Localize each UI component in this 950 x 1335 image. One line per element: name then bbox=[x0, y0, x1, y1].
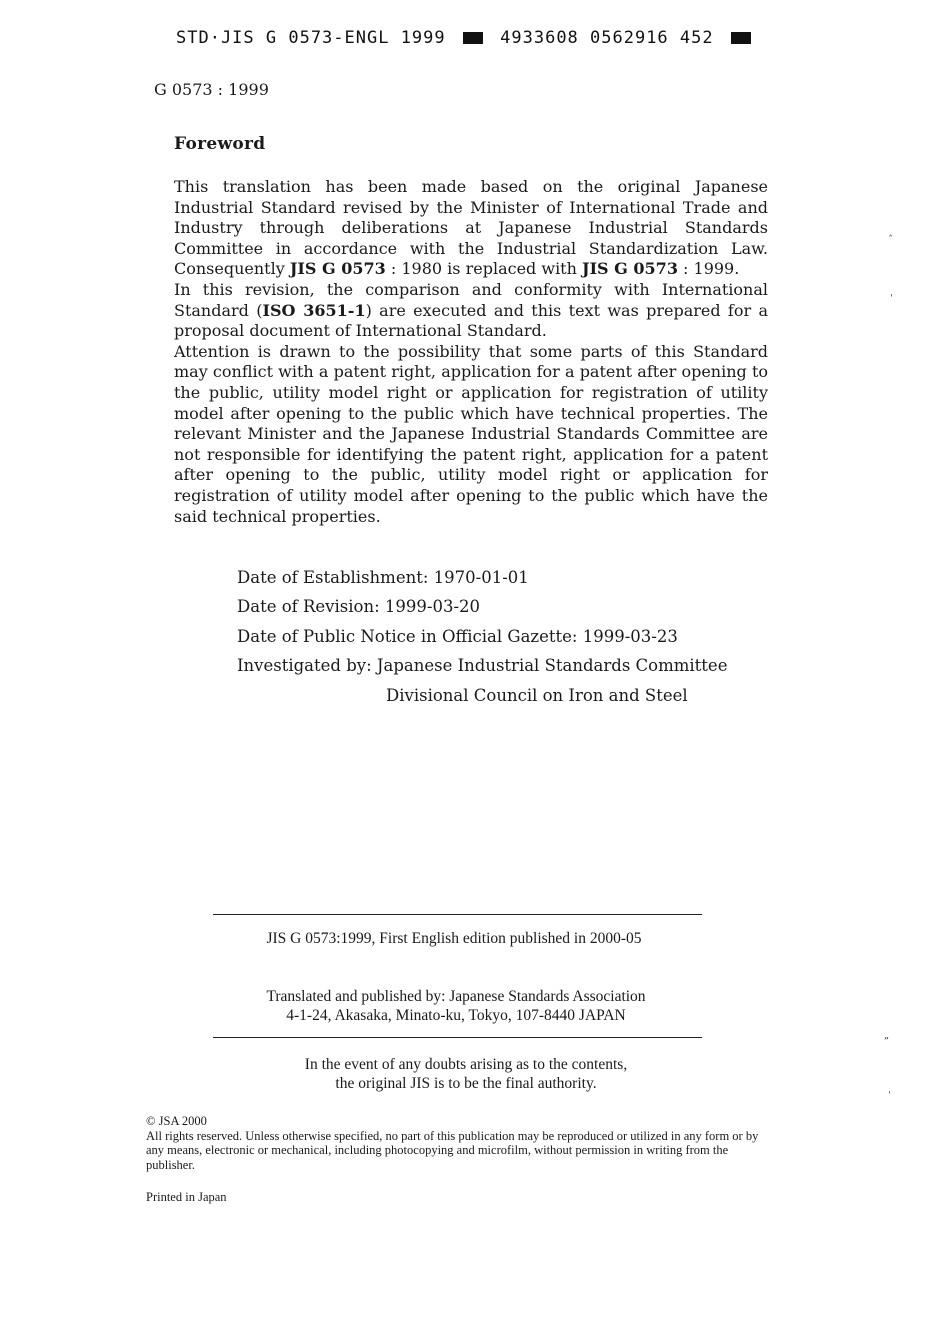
document-number: G 0573 : 1999 bbox=[154, 80, 269, 99]
printed-in: Printed in Japan bbox=[146, 1190, 227, 1204]
copyright-block bbox=[146, 1114, 762, 1173]
footer-top-rule bbox=[213, 914, 702, 915]
edition-line: JIS G 0573:1999, First English edition published in 2000-05 bbox=[266, 930, 642, 947]
scan-speck-mark: ‸ bbox=[889, 226, 893, 237]
scan-speck-mark: „ bbox=[884, 1030, 890, 1041]
investigated-by bbox=[237, 651, 727, 680]
stamp-right: 4933608 0562916 452 bbox=[500, 28, 714, 48]
dates-block bbox=[237, 563, 727, 710]
foreword-heading: Foreword bbox=[174, 134, 266, 154]
date-of-revision: Date of Revision: 1999-03-20 bbox=[237, 597, 481, 617]
scan-speck-mark: ˌ bbox=[890, 287, 893, 298]
date-of-establishment: Date of Establishment: 1970-01-01 bbox=[237, 568, 529, 587]
authority-line-1: In the event of any doubts arising as to the contents, bbox=[304, 1056, 628, 1073]
investigated-by-label: Investigated by: bbox=[237, 656, 377, 676]
foreword-body bbox=[174, 177, 768, 527]
scan-speck-mark: ˌ bbox=[888, 1084, 891, 1095]
date-of-public-notice: Date of Public Notice in Official Gazette: 1999-03-23 bbox=[237, 626, 678, 646]
footer-bottom-rule bbox=[213, 1037, 702, 1038]
rights-statement: All rights reserved. Unless otherwise specified, no part of this publication may be reproduced or utilized in any form or by any means, electronic or mechanical, including photocopying and microfilm, without permission in writing from the publisher. bbox=[146, 1128, 759, 1173]
copyright-notice: © JSA 2000 bbox=[146, 1114, 207, 1128]
authority-line-2: the original JIS is to be the final authority. bbox=[335, 1075, 597, 1092]
stamp-block-mark bbox=[463, 32, 483, 44]
publisher-line-1: Translated and published by: Japanese Standards Association bbox=[266, 988, 646, 1005]
foreword-paragraph-2: In this revision, the comparison and conformity with International Standard (ISO 3651-1) are executed and this text was prepared for a proposal document of International Standard. bbox=[174, 279, 769, 341]
stamp-left: STD·JIS G 0573-ENGL 1999 bbox=[176, 28, 446, 48]
document-stamp bbox=[176, 28, 776, 48]
investigated-by-council: Divisional Council on Iron and Steel bbox=[386, 685, 688, 705]
investigated-by-committee: Japanese Industrial Standards Committee bbox=[376, 656, 728, 676]
stamp-block-mark-end bbox=[731, 32, 751, 44]
foreword-paragraph-1: This translation has been made based on the original Japanese Industrial Standard revised by the Minister of International Trade and Industry through deliberations at Japanese Industrial Standards Committee in accordance with the Industrial Standardization Law. Consequently JIS G 0573 : 1980 is replaced with JIS G 0573 : 1999. bbox=[174, 177, 768, 279]
foreword-paragraph-3: Attention is drawn to the possibility that some parts of this Standard may conflict with a patent right, application for a patent after opening to the public, utility model right or application for registration of utility model after opening to the public which have technical properties. The relevant Minister and the Japanese Industrial Standards Committee are not responsible for identifying the patent right, application for a patent after opening to the public, utility model right or application for registration of utility model after opening to the public which have the said technical properties. bbox=[174, 341, 768, 526]
publisher-line-2: 4-1-24, Akasaka, Minato-ku, Tokyo, 107-8440 JAPAN bbox=[286, 1007, 626, 1024]
